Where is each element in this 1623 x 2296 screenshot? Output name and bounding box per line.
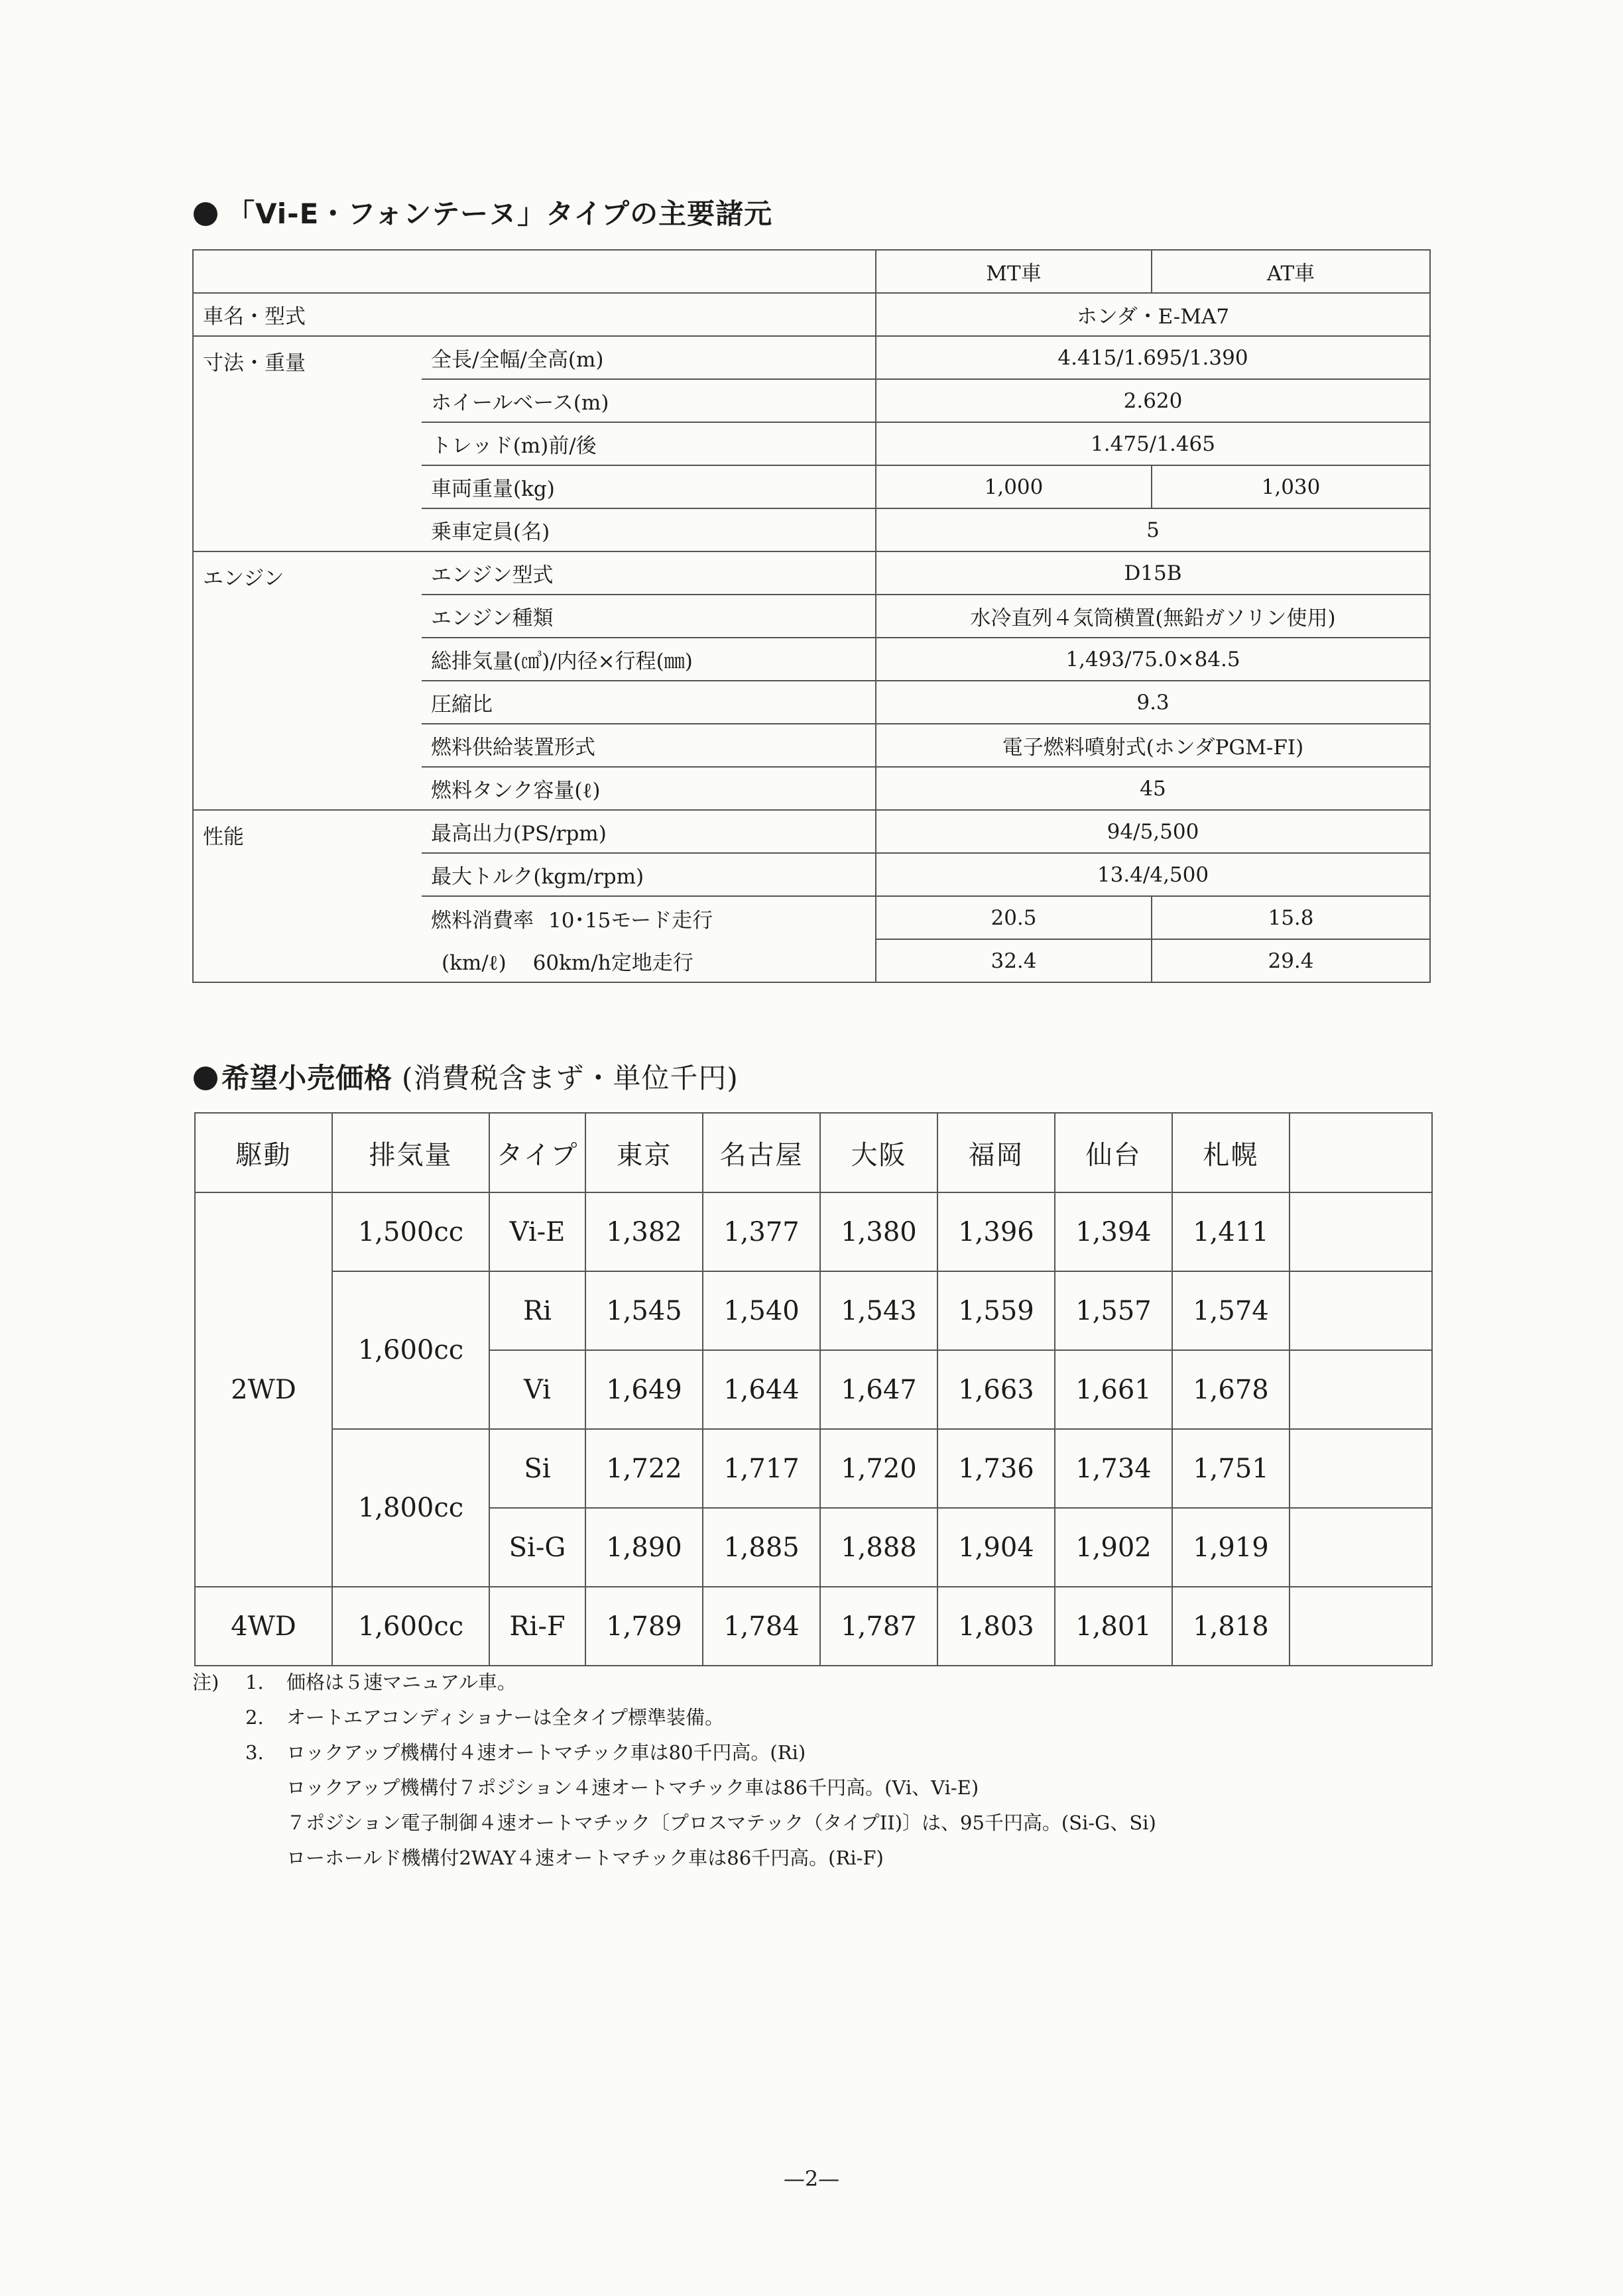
spec-label: 最高出力(PS/rpm) (422, 810, 876, 853)
notes-mark: 注) (192, 1671, 219, 1693)
group-dimensions: 寸法・重量 (193, 336, 422, 551)
header-cell: 排気量 (332, 1113, 489, 1192)
price-cell: 1,574 (1172, 1271, 1290, 1350)
car-name-value: ホンダ・E-MA7 (876, 293, 1430, 336)
type-cell: Si-G (489, 1508, 585, 1587)
note-item (192, 1665, 1156, 1700)
price-cell: 1,382 (585, 1192, 703, 1271)
note-text: オートエアコンディショナーは全タイプ標準装備。 (286, 1706, 725, 1729)
note-text: ロックアップ機構付４速オートマチック車は80千円高。(Ri) (286, 1741, 806, 1764)
price-cell: 1,904 (937, 1508, 1055, 1587)
note-continuation: ローホールド機構付2WAY４速オートマチック車は86千円高。(Ri-F) (286, 1847, 884, 1869)
spec-value: 13.4/4,500 (876, 853, 1430, 896)
spec-row (193, 810, 1430, 853)
price-cell: 1,411 (1172, 1192, 1290, 1271)
drive-cell: 2WD (195, 1192, 332, 1587)
spec-value: 2.620 (876, 379, 1430, 422)
note-item (192, 1735, 1156, 1770)
price-cell: 1,678 (1172, 1350, 1290, 1429)
price-cell: 1,902 (1055, 1508, 1172, 1587)
spec-label: 車両重量(kg) (422, 465, 876, 508)
price-cell: 1,644 (703, 1350, 820, 1429)
price-cell: 1,394 (1055, 1192, 1172, 1271)
price-cell: 1,787 (820, 1587, 937, 1666)
spec-label: 全長/全幅/全高(m) (422, 336, 876, 379)
spec-value: 1,493/75.0×84.5 (876, 638, 1430, 681)
spec-value-at: 15.8 (1152, 896, 1430, 939)
group-engine: エンジン (193, 551, 422, 810)
spec-value-at: 1,030 (1152, 465, 1430, 508)
price-cell: 1,380 (820, 1192, 937, 1271)
spec-value-at: 29.4 (1152, 939, 1430, 982)
price-cell: 1,890 (585, 1508, 703, 1587)
note-continuation: ロックアップ機構付７ポジション４速オートマチック車は86千円高。(Vi、Vi-E) (286, 1776, 979, 1799)
spec-row-car-name (193, 293, 1430, 336)
price-cell: 1,647 (820, 1350, 937, 1429)
price-cell: 1,377 (703, 1192, 820, 1271)
price-cell: 1,751 (1172, 1429, 1290, 1508)
spec-label: エンジン型式 (422, 551, 876, 595)
spec-value-mt: 32.4 (876, 939, 1152, 982)
price-cell: 1,818 (1172, 1587, 1290, 1666)
price-row (195, 1587, 1432, 1666)
spec-value: D15B (876, 551, 1430, 595)
price-row (195, 1429, 1432, 1508)
spec-value: 45 (876, 767, 1430, 810)
note-number: 3. (245, 1741, 264, 1764)
note-continuation: ７ポジション電子制御４速オートマチック〔プロスマテック（タイプII)〕は、95千円高。(Si-G、Si) (286, 1811, 1156, 1834)
note-item (192, 1700, 1156, 1735)
displacement-cell: 1,500cc (332, 1192, 489, 1271)
price-cell: 1,540 (703, 1271, 820, 1350)
price-cell: 1,559 (937, 1271, 1055, 1350)
price-cell: 1,717 (703, 1429, 820, 1508)
price-table (194, 1112, 1433, 1666)
notes (192, 1665, 1156, 1876)
spec-label: 圧縮比 (422, 681, 876, 724)
spec-value: 1.475/1.465 (876, 422, 1430, 465)
price-cell: 1,396 (937, 1192, 1055, 1271)
price-cell: 1,888 (820, 1508, 937, 1587)
price-heading-sub: (消費税含まず・単位千円) (402, 1062, 739, 1094)
header-cell: タイプ (489, 1113, 585, 1192)
price-cell: 1,661 (1055, 1350, 1172, 1429)
fuel-label-b: 10･15モード走行 (548, 908, 713, 933)
spec-label: 総排気量(㎤)/内径×行程(㎜) (422, 638, 876, 681)
spec-row (193, 336, 1430, 379)
spec-label (422, 896, 876, 939)
spec-label: トレッド(m)前/後 (422, 422, 876, 465)
price-cell: 1,736 (937, 1429, 1055, 1508)
header-cell: 名古屋 (703, 1113, 820, 1192)
price-cell: 1,801 (1055, 1587, 1172, 1666)
price-header-row (195, 1113, 1432, 1192)
price-cell: 1,784 (703, 1587, 820, 1666)
spec-value-mt: 20.5 (876, 896, 1152, 939)
header-cell: 大阪 (820, 1113, 937, 1192)
type-cell: Ri (489, 1271, 585, 1350)
spec-table (192, 249, 1431, 983)
spec-value: 5 (876, 508, 1430, 551)
spec-value: 4.415/1.695/1.390 (876, 336, 1430, 379)
price-cell: 1,885 (703, 1508, 820, 1587)
note-number: 2. (245, 1706, 264, 1729)
fuel-label-b: 60km/h定地走行 (532, 950, 693, 975)
page-number: —2— (783, 2166, 840, 2191)
spec-value-mt: 1,000 (876, 465, 1152, 508)
spec-label: 乗車定員(名) (422, 508, 876, 551)
group-performance: 性能 (193, 810, 422, 982)
col-at-header: AT車 (1152, 250, 1430, 293)
spec-value: 94/5,500 (876, 810, 1430, 853)
price-cell: 1,545 (585, 1271, 703, 1350)
header-cell: 福岡 (937, 1113, 1055, 1192)
spec-value: 9.3 (876, 681, 1430, 724)
spec-header-row (193, 250, 1430, 293)
displacement-cell: 1,800cc (332, 1429, 489, 1587)
spec-value: 電子燃料噴射式(ホンダPGM-FI) (876, 724, 1430, 767)
spec-label (422, 939, 876, 982)
price-cell: 1,720 (820, 1429, 937, 1508)
price-row (195, 1192, 1432, 1271)
type-cell: Ri-F (489, 1587, 585, 1666)
drive-cell: 4WD (195, 1587, 332, 1666)
spec-label: ホイールベース(m) (422, 379, 876, 422)
displacement-cell: 1,600cc (332, 1587, 489, 1666)
header-cell: 東京 (585, 1113, 703, 1192)
note-text: 価格は５速マニュアル車。 (286, 1671, 516, 1693)
bullet-icon (194, 1066, 217, 1090)
spec-label: エンジン種類 (422, 595, 876, 638)
type-cell: Vi-E (489, 1192, 585, 1271)
col-mt-header: MT車 (876, 250, 1152, 293)
price-cell: 1,919 (1172, 1508, 1290, 1587)
price-cell: 1,557 (1055, 1271, 1172, 1350)
price-cell: 1,663 (937, 1350, 1055, 1429)
header-cell: 仙台 (1055, 1113, 1172, 1192)
price-cell: 1,649 (585, 1350, 703, 1429)
header-cell: 札幌 (1172, 1113, 1290, 1192)
spec-heading: 「Vi-E・フォンテーヌ」タイプの主要諸元 (194, 192, 772, 232)
spec-value: 水冷直列４気筒横置(無鉛ガソリン使用) (876, 595, 1430, 638)
spec-label: 燃料タンク容量(ℓ) (422, 767, 876, 810)
price-cell: 1,734 (1055, 1429, 1172, 1508)
price-cell: 1,803 (937, 1587, 1055, 1666)
type-cell: Vi (489, 1350, 585, 1429)
spec-label: 最大トルク(kgm/rpm) (422, 853, 876, 896)
note-number: 1. (245, 1671, 264, 1693)
price-cell: 1,543 (820, 1271, 937, 1350)
bullet-icon (194, 202, 217, 226)
displacement-cell: 1,600cc (332, 1271, 489, 1429)
price-cell: 1,722 (585, 1429, 703, 1508)
spec-label: 燃料供給装置形式 (422, 724, 876, 767)
price-cell: 1,789 (585, 1587, 703, 1666)
spec-row (193, 551, 1430, 595)
header-cell: 駆動 (195, 1113, 332, 1192)
fuel-unit-label: (km/ℓ) (442, 950, 507, 975)
car-name-label: 車名・型式 (193, 293, 876, 336)
fuel-label-a: 燃料消費率 (431, 908, 534, 933)
price-row (195, 1271, 1432, 1350)
price-heading: 希望小売価格 (消費税含まず・単位千円) (194, 1057, 739, 1096)
type-cell: Si (489, 1429, 585, 1508)
